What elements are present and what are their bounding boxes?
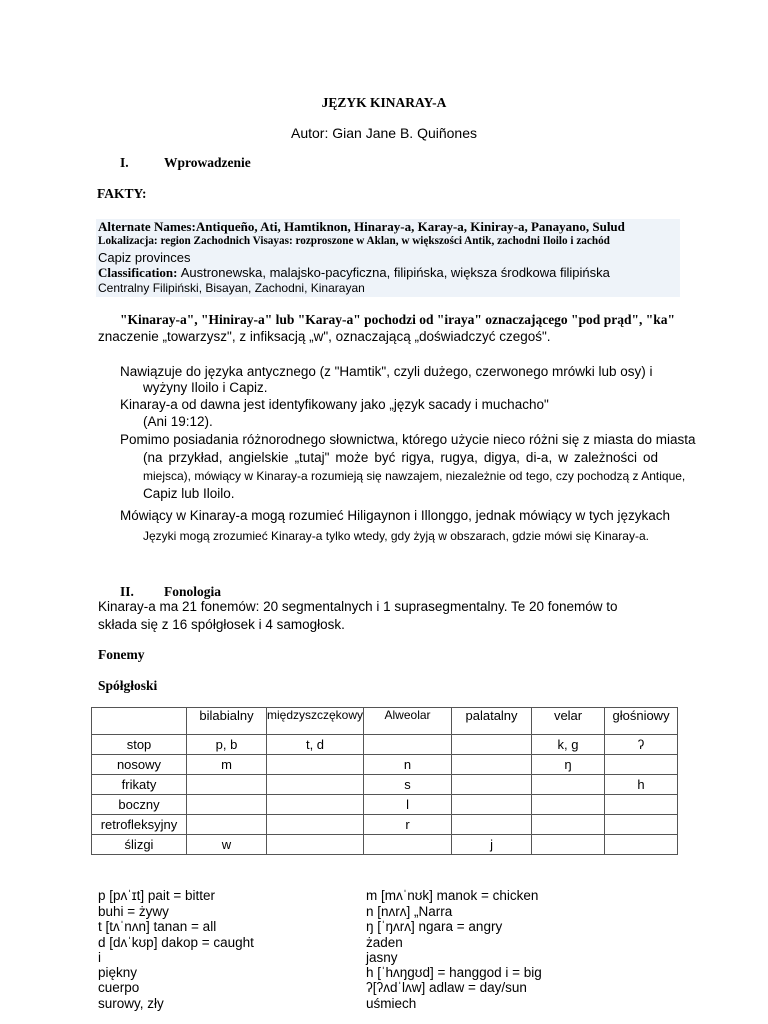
table-header-cell: bilabialny [187,708,267,735]
table-cell [605,835,678,855]
section-2-title: Fonologia [164,584,222,599]
table-cell: t, d [267,735,364,755]
classification-continuation: Centralny Filipiński, Bisayan, Zachodni, Kinarayan [98,281,365,295]
table-cell: ślizgi [92,835,187,855]
table-cell: frikaty [92,775,187,795]
table-cell [364,735,452,755]
table-cell [187,775,267,795]
bullet-1-text: Nawiązuje do języka antycznego (z "Hamtik", czyli dużego, czerwonego mrówki lub osy) i [120,364,653,379]
table-row [92,795,678,815]
example-right: h [ˈhʌŋgʊd] = hanggod i = big [366,965,542,980]
table-cell [364,835,452,855]
table-header-cell [92,708,187,735]
example-left: surowy, zły [98,996,164,1011]
bullet-1 [120,364,653,379]
table-header-row [92,708,678,735]
table-cell [452,795,532,815]
bullet-2 [120,397,549,412]
table-cell: n [364,755,452,775]
table-cell [187,795,267,815]
table-cell: ʔ [605,735,678,755]
table-cell [267,755,364,775]
table-cell [532,795,605,815]
table-cell: ŋ [532,755,605,775]
bullet-4-cont: Języki mogą zrozumieć Kinaray-a tylko wtedy, gdy żyją w obszarach, gdzie mówi się Kinaray-a. [143,529,649,543]
document-author: Autor: Gian Jane B. Quiñones [291,125,477,141]
classification-label: Classification: [98,265,178,280]
bullet-2-cont: (Ani 19:12). [143,414,213,429]
consonants-heading: Spółgłoski [98,678,158,693]
table-cell [267,835,364,855]
example-left: t [tʌˈnʌn] tanan = all [98,919,217,934]
etymology-line-2: znaczenie „towarzysz", z infiksacją „w", oznaczającą „doświadczyć czegoś". [98,329,551,344]
example-left: i [98,950,101,965]
section-1-number: I. [120,155,129,170]
table-cell: k, g [532,735,605,755]
bullet-1-cont: wyżyny Iloilo i Capiz. [143,380,268,395]
facts-heading: FAKTY: [97,186,147,201]
table-row [92,775,678,795]
example-left: cuerpo [98,980,140,995]
table-cell [452,815,532,835]
classification-line [98,265,610,281]
section-2-number: II. [120,584,134,599]
example-right: m [mʌˈnʊk] manok = chicken [366,888,539,903]
table-cell: r [364,815,452,835]
table-cell [267,795,364,815]
phonology-line-1: Kinaray-a ma 21 fonemów: 20 segmentalnych i 1 suprasegmentalny. Te 20 fonemów to [98,599,618,614]
example-right: n [nʌrʌ] „Narra [366,904,453,919]
table-cell [452,755,532,775]
table-header-cell: głośniowy [605,708,678,735]
bullet-3-cont-3: Capiz lub Iloilo. [143,486,235,501]
bullet-3-cont-2: miejsca), mówiący w Kinaray-a rozumieją się nawzajem, niezależnie od tego, czy pochodzą z Antique, [143,469,686,483]
location-value: region Zachodnich Visayas: rozproszone w Aklan, w większości Antik, zachodni Iloilo i zachód [160,235,610,247]
table-cell: s [364,775,452,795]
table-cell [605,795,678,815]
example-right: ŋ [ˈŋʌrʌ] ngara = angry [366,919,503,934]
alternate-names-line [98,219,625,235]
table-cell [452,775,532,795]
location-label: Lokalizacja: [98,235,158,247]
example-left: d [dʌˈkʊp] dakop = caught [98,935,254,950]
bullet-3-text: Pomimo posiadania różnorodnego słownictwa, którego użycie nieco różni się z miasta do miasta [120,432,696,447]
alternate-names-label: Alternate Names: [98,219,196,234]
document-title: JĘZYK KINARAY-A [321,95,447,110]
location-continuation: Capiz provinces [98,250,191,265]
bullet-2-text: Kinaray-a od dawna jest identyfikowany jako „język sacady i muchacho" [120,397,549,412]
example-right: uśmiech [366,996,417,1011]
etymology-line-1: "Kinaray-a", "Hiniray-a" lub "Karay-a" pochodzi od "iraya" oznaczającego "pod prąd", "ka" [120,312,675,327]
section-1-title: Wprowadzenie [164,155,251,170]
table-cell [452,735,532,755]
table-cell: retrofleksyjny [92,815,187,835]
table-header-cell: velar [532,708,605,735]
bullet-4 [120,508,670,523]
table-cell [605,815,678,835]
example-right: żaden [366,935,403,950]
example-right: ʔ[ʔʌdˈlʌw] adlaw = day/sun [366,980,527,995]
table-row [92,735,678,755]
location-line [98,235,610,247]
bullet-3-cont-1: (na przykład, angielskie „tutaj" może być rigya, rugya, digya, di-a, w zależności od [143,450,658,465]
example-left: piękny [98,965,138,980]
table-cell: boczny [92,795,187,815]
consonant-table [91,707,678,855]
table-cell [187,815,267,835]
table-cell: p, b [187,735,267,755]
table-cell: h [605,775,678,795]
table-cell: stop [92,735,187,755]
phonemes-heading: Fonemy [98,647,145,662]
table-row [92,835,678,855]
table-cell [532,835,605,855]
table-cell: nosowy [92,755,187,775]
table-cell: l [364,795,452,815]
table-cell: w [187,835,267,855]
table-row [92,815,678,835]
table-row [92,755,678,775]
table-cell [267,815,364,835]
bullet-3 [120,432,696,447]
classification-value: Austronewska, malajsko-pacyficzna, filipińska, większa środkowa filipińska [180,265,610,280]
example-left: buhi = żywy [98,904,169,919]
table-cell: j [452,835,532,855]
bullet-4-text: Mówiący w Kinaray-a mogą rozumieć Hiligaynon i Illonggo, jednak mówiący w tych językach [120,508,670,523]
table-cell: m [187,755,267,775]
example-left: p [pʌˈɪt] pait = bitter [98,888,215,903]
table-cell [532,775,605,795]
table-header-cell: międzyszczękowy [267,708,364,735]
table-cell [267,775,364,795]
table-cell [532,815,605,835]
table-cell [605,755,678,775]
example-right: jasny [366,950,398,965]
phonology-line-2: składa się z 16 spółgłosek i 4 samogłosk. [98,617,345,632]
alternate-names-value: Antiqueño, Ati, Hamtiknon, Hinaray-a, Karay-a, Kiniray-a, Panayano, Sulud [195,219,625,234]
table-header-cell: Alweolar [364,708,452,735]
table-header-cell: palatalny [452,708,532,735]
